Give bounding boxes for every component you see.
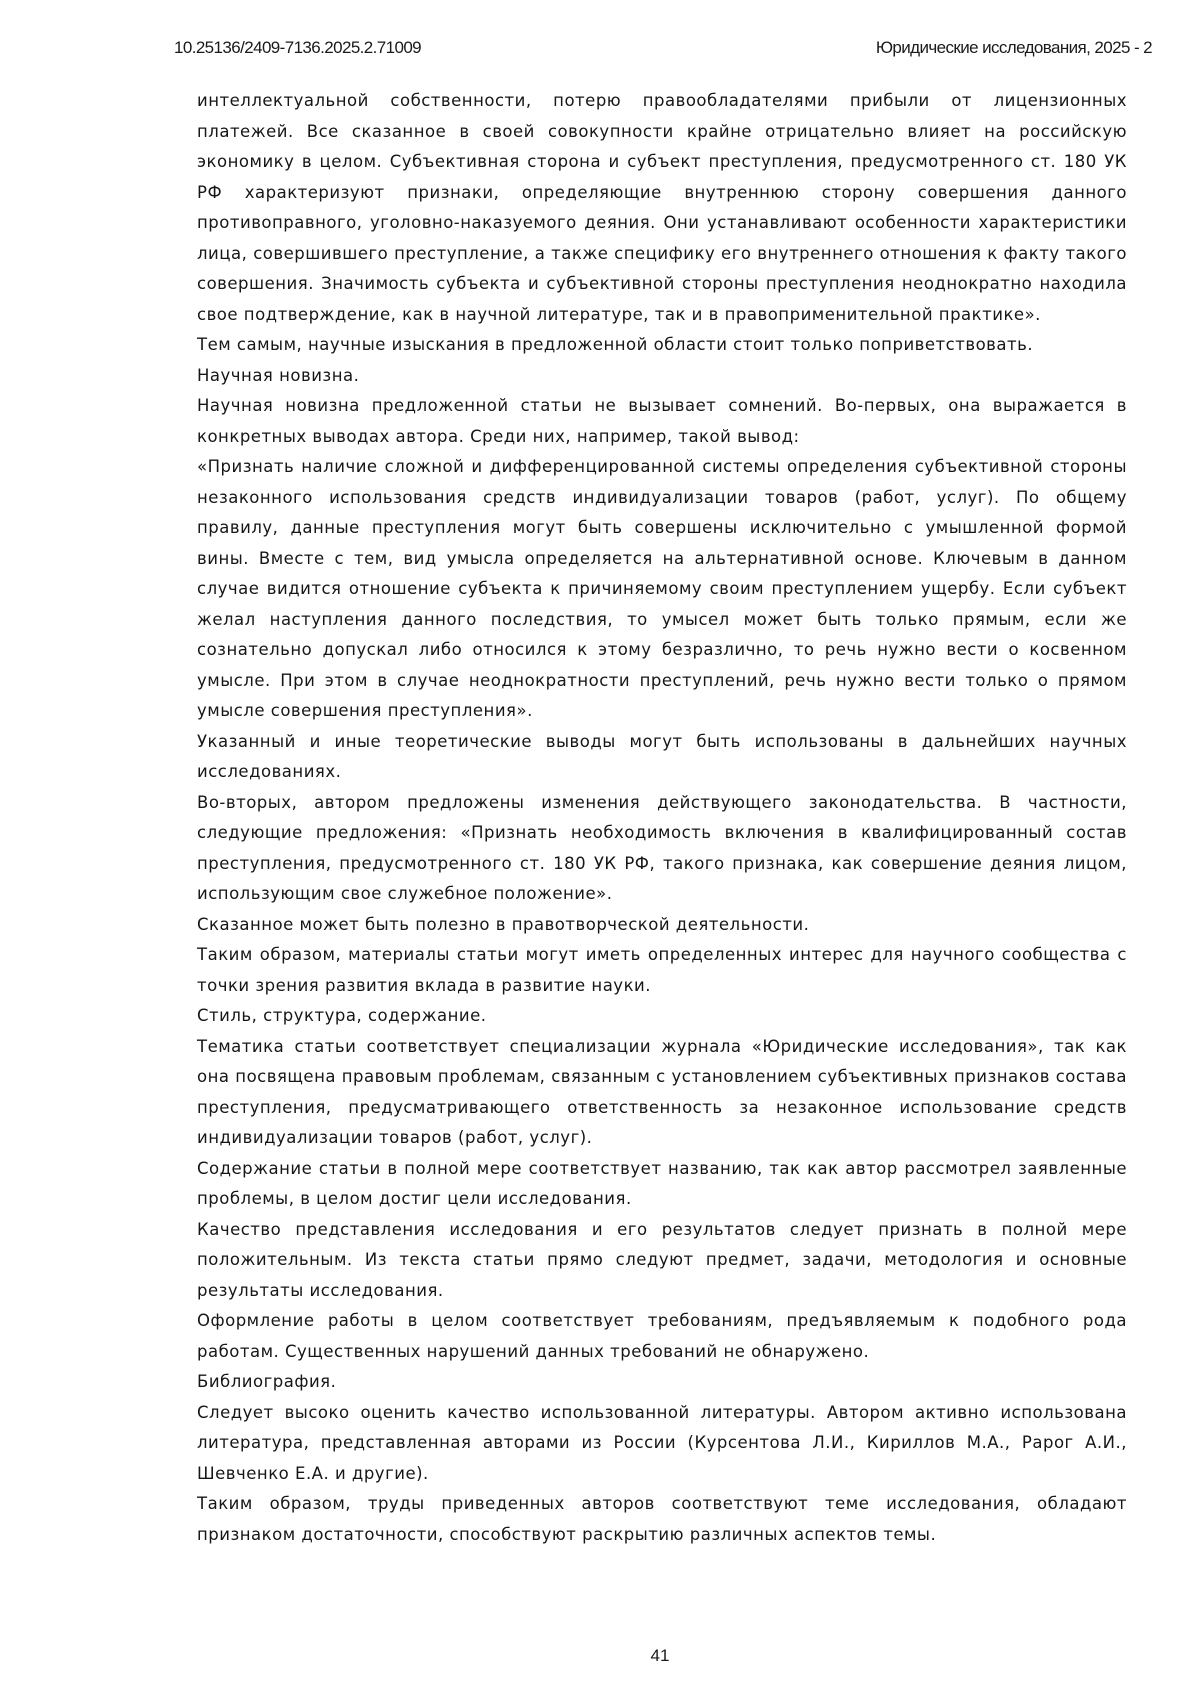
- paragraph-intro-continued: интеллектуальной собственности, потерю правообладателями прибыли от лицензионных платежей. Все сказанное в своей совокупности крайне отрицательно влияет на российскую экономику в целом. Субъективная сторона и субъект преступления, предусмотренного ст. 180 УК РФ характеризуют признаки, определяющие внутреннюю сторону совершения данного противоправного, уголовно-наказуемого деяния. Они устанавливают особенности характеристики лица, совершившего преступление, а также специфику его внутреннего отношения к факту такого совершения. Значимость субъекта и субъективной стороны преступления неоднократно находила свое подтверждение, как в научной литературе, так и в правоприменительной практике».: [197, 86, 1127, 330]
- paragraph-author-quote: «Признать наличие сложной и дифференцированной системы определения субъективной стороны незаконного использования средств индивидуализации товаров (работ, услуг). По общему правилу, данные преступления могут быть совершены исключительно с умышленной формой вины. Вместе с тем, вид умысла определяется на альтернативной основе. Ключевым в данном случае видится отношение субъекта к причиняемому своим преступлением ущербу. Если субъект желал наступления данного последствия, то умысел может быть только прямым, если же сознательно допускал либо относился к этому безразлично, то речь нужно вести о косвенном умысле. При этом в случае неоднократности преступлений, речь нужно вести только о прямом умысле совершения преступления».: [197, 452, 1127, 727]
- doi-label: 10.25136/2409-7136.2025.2.71009: [174, 38, 421, 58]
- paragraph-conclusion-relevance: Тем самым, научные изыскания в предложенной области стоит только поприветствовать.: [197, 330, 1127, 361]
- paragraph-legislative-proposals: Во-вторых, автором предложены изменения действующего законодательства. В частности, следующие предложения: «Признать необходимость включения в квалифицированный состав преступления, предусмотренного ст. 180 УК РФ, такого признака, как совершение деяния лицом, использующим свое служебное положение».: [197, 788, 1127, 910]
- review-text: [197, 86, 1127, 1550]
- paragraph-topic: Тематика статьи соответствует специализации журнала «Юридические исследования», так как она посвящена правовым проблемам, связанным с установлением субъективных признаков состава преступления, предусматривающего ответственность за незаконное использование средств индивидуализации товаров (работ, услуг).: [197, 1032, 1127, 1154]
- paragraph-novelty: Научная новизна предложенной статьи не вызывает сомнений. Во-первых, она выражается в конкретных выводах автора. Среди них, например, такой вывод:: [197, 391, 1127, 452]
- paragraph-bibliography-conclusion: Таким образом, труды приведенных авторов соответствуют теме исследования, обладают признаком достаточности, способствуют раскрытию различных аспектов темы.: [197, 1489, 1127, 1550]
- paragraph-scientific-interest: Таким образом, материалы статьи могут иметь определенных интерес для научного сообщества с точки зрения развития вклада в развитие науки.: [197, 940, 1127, 1001]
- paragraph-theoretical-conclusions: Указанный и иные теоретические выводы могут быть использованы в дальнейших научных исследованиях.: [197, 727, 1127, 788]
- paragraph-lawmaking-use: Сказанное может быть полезно в правотворческой деятельности.: [197, 910, 1127, 941]
- section-heading-bibliography: Библиография.: [197, 1367, 1127, 1398]
- paragraph-content: Содержание статьи в полной мере соответствует названию, так как автор рассмотрел заявленные проблемы, в целом достиг цели исследования.: [197, 1154, 1127, 1215]
- paragraph-formatting: Оформление работы в целом соответствует требованиям, предъявляемым к подобного рода работам. Существенных нарушений данных требований не обнаружено.: [197, 1306, 1127, 1367]
- page-header: [174, 36, 1152, 60]
- journal-title: Юридические исследования, 2025 - 2: [876, 38, 1152, 58]
- paragraph-quality: Качество представления исследования и его результатов следует признать в полной мере положительным. Из текста статьи прямо следуют предмет, задачи, методология и основные результаты исследования.: [197, 1215, 1127, 1307]
- page-number: 41: [0, 1646, 1200, 1666]
- section-heading-style: Стиль, структура, содержание.: [197, 1001, 1127, 1032]
- paragraph-bibliography: Следует высоко оценить качество использованной литературы. Автором активно использована литература, представленная авторами из России (Курсентова Л.И., Кириллов М.А., Рарог А.И., Шевченко Е.А. и другие).: [197, 1398, 1127, 1490]
- section-heading-novelty: Научная новизна.: [197, 361, 1127, 392]
